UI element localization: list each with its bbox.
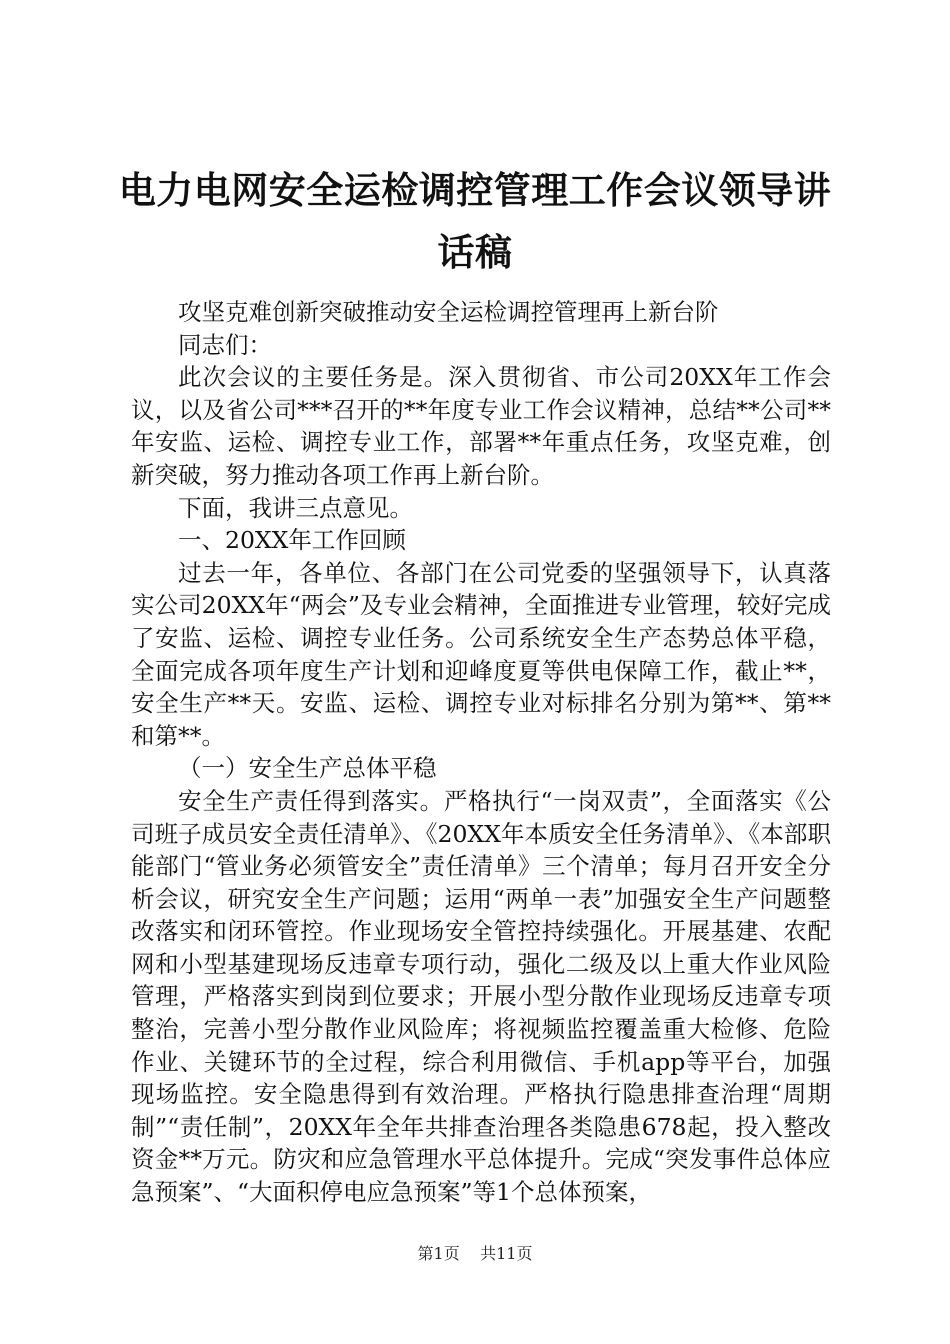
body-paragraph: 过去一年，各单位、各部门在公司党委的坚强领导下，认真落实公司20XX年“两会”及专业会精神，全面推进专业管理，较好完成了安监、运检、调控专业任务。公司系统安全生产态势总体平稳，全面完成各项年度生产计划和迎峰度夏等供电保障工作，截止**，安全生产**天。安监、运检、调控专业对标排名分别为第**、第**和第**。 [131, 558, 831, 750]
subsection-heading: （一）安全生产总体平稳 [178, 754, 437, 783]
page-footer [0, 1244, 950, 1264]
document-title: 电力电网安全运检调控管理工作会议领导讲话稿 [118, 169, 832, 274]
body-paragraph: 下面，我讲三点意见。 [178, 493, 413, 522]
section-heading: 一、20XX年工作回顾 [178, 526, 406, 555]
body-paragraph: 安全生产责任得到落实。严格执行“一岗双责”，全面落实《公司班子成员安全责任清单》、《20XX年本质安全任务清单》、《本部职能部门“管业务必须管安全”责任清单》三个清单；每月召开安全分析会议，研究安全生产问题；运用“两单一表”加强安全生产问题整改落实和闭环管控。作业现场安全管控持续强化。开展基建、农配网和小型基建现场反违章专项行动，强化二级及以上重大作业风险管理，严格落实到岗到位要求；开展小型分散作业现场反违章专项整治，完善小型分散作业风险库；将视频监控覆盖重大检修、危险作业、关键环节的全过程，综合利用微信、手机app等平台，加强现场监控。安全隐患得到有效治理。严格执行隐患排查治理“周期制”“责任制”，20XX年全年共排查治理各类隐患678起，投入整改资金**万元。防灾和应急管理水平总体提升。完成“突发事件总体应急预案”、“大面积停电应急预案”等1个总体预案， [131, 786, 831, 1207]
body-paragraph: 此次会议的主要任务是。深入贯彻省、市公司20XX年工作会议，以及省公司***召开的**年度专业工作会议精神，总结**公司**年安监、运检、调控专业工作，部署**年重点任务，攻坚克难，创新突破，努力推动各项工作再上新台阶。 [131, 363, 831, 489]
salutation-paragraph: 同志们： [178, 330, 272, 359]
document-body [131, 296, 831, 1209]
page-number: 第1页 [417, 1244, 460, 1263]
subtitle-paragraph: 攻坚克难创新突破推动安全运检调控管理再上新台阶 [178, 298, 719, 326]
total-pages: 共11页 [480, 1244, 533, 1263]
footer-separator [465, 1244, 475, 1263]
